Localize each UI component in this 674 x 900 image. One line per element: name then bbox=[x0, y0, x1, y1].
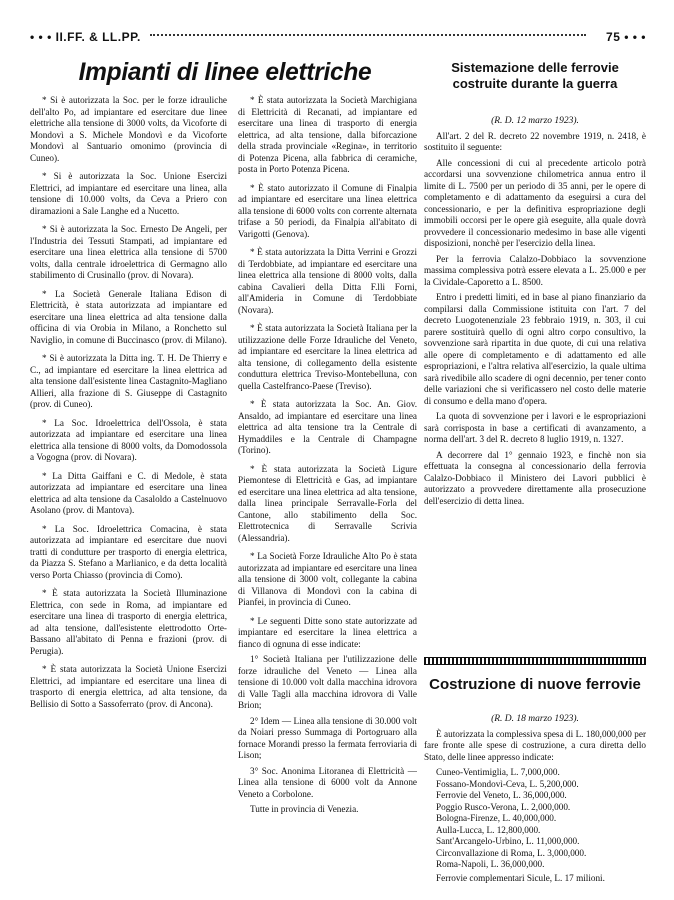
paragraph: * È stata autorizzata la Società Ligure Piemontese di Elettricità e Gas, ad impiantare ed esercitare una linea elettrica ad alta tensione, dalla linea principale Serravalle-Forla del Cantone, allo stabilimento della Soc. Elettrotecnica di Serravalle Scrivia (Alessandria). bbox=[238, 463, 417, 543]
paragraph: 1° Società Italiana per l'utilizzazione delle forze idrauliche del Veneto — Linea alla tensione di 10.000 volt dalla macchina idrovora di Valle Tagli alla macchina idrovora di Valle Brion; bbox=[238, 654, 417, 710]
paragraph: È autorizzata la complessiva spesa di L. 180,000,000 per fare fronte alle spese di costruzione, a cura diretta dello Stato, delle linee appresso indicate: bbox=[424, 728, 646, 762]
list-item: Bologna-Firenze, L. 40,000,000. bbox=[436, 813, 557, 823]
paragraph: * È stata autorizzata la Società Unione Esercizi Elettrici, ad impiantare ed esercitare una linea di trasporto di energia elettrica, ad alta tensione, da Bellisio di Sotto a Sassoferrato (prov. di Ancona). bbox=[30, 664, 227, 709]
column-2 bbox=[238, 95, 417, 820]
list-item: Ferrovie del Veneto, L. 36,000,000. bbox=[436, 790, 567, 800]
header-journal: • • • II.FF. & LL.PP. bbox=[30, 30, 141, 44]
list-item: Sant'Arcangelo-Urbino, L. 11,000,000. bbox=[436, 836, 580, 846]
column-1 bbox=[30, 95, 227, 714]
paragraph: * Si è autorizzata la Soc. per le forze idrauliche dell'alto Po, ad impiantare ed esercitare due linee elettriche alla tensione di 3000 volts, da Vicoforte di Mondovì a S. Michele Mondovì e da Vicoforte Mondovì al Santuario omonimo (provincia di Cuneo). bbox=[30, 95, 227, 163]
paragraph: * La Soc. Idroelettrica Comacina, è stata autorizzata ad impiantare ed esercitare due nuovi tratti di condutture per trasporto di energia elettrica, da Piazza S. Stefano a Marlianico, e da detta località verso Porta Chiasso (provincia di Como). bbox=[30, 523, 227, 580]
paragraph: * È stata autorizzata la Soc. An. Giov. Ansaldo, ad impiantare ed esercitare una linea elettrica ad alta tensione tra la Centrale di Hymaddiles e la Centrale di Champagne (Torino). bbox=[238, 399, 417, 455]
paragraph: * La Società Generale Italiana Edison di Elettricità, è stata autorizzata ad impiantare ed esercitare una linea elettrica ad alta tensione dalla officina di via Orobia in Milano, a Ronchetto sul Naviglio, in comune di Buccinasco (prov. di Milano). bbox=[30, 288, 227, 345]
paragraph: * La Soc. Idroelettrica dell'Ossola, è stata autorizzata ad impiantare ed esercitare una linea elettrica alla tensione di 8000 volts, da Domodossola a Vogogna (prov. di Novara). bbox=[30, 417, 227, 462]
article-title-sistemazione: Sistemazione delle ferrovie costruite durante la guerra bbox=[451, 60, 619, 91]
paragraph: Ferrovie complementari Sicule, L. 17 milioni. bbox=[436, 872, 605, 883]
paragraph: * La Ditta Gaiffani e C. di Medole, è stata autorizzata ad impiantare ed esercitare una linea elettrica ad alta tensione da Casaloldo a Castelnuovo Asolano (prov. di Mantova). bbox=[30, 470, 227, 515]
article-title-impianti: Impianti di linee elettriche bbox=[78, 58, 372, 86]
section-divider bbox=[424, 657, 646, 665]
paragraph: * È stata autorizzata la Società Marchigiana di Elettricità di Recanati, ad impiantare ed esercitare una linea di trasporto di energia elettrica, ad alta tensione, dalla biforcazione della strada provinciale «Regina», in territorio di Potenza Picena, alla fabbrica di ceramiche, posta in Porto Potenza Picena. bbox=[238, 95, 417, 174]
list-item: Circonvallazione di Roma, L. 3,000,000. bbox=[436, 847, 587, 858]
paragraph: Per la ferrovia Calalzo-Dobbiaco la sovvenzione massima complessiva potrà essere elevata a L. 25.000 e per la Cividale-Caporetto a L. 8500. bbox=[424, 253, 646, 287]
list-item: Cuneo-Ventimiglia, L. 7,000,000. bbox=[436, 767, 560, 777]
paragraph: 2° Idem — Linea alla tensione di 30.000 volt da Noiari presso Summaga di Portogruaro alla fornace Morandi presso la fermata ferroviaria di Lison; bbox=[238, 715, 417, 760]
paragraph: A decorrere dal 1° gennaio 1923, e finchè non sia effettuata la consegna al concessionario della ferrovia Calalzo-Dobbiaco il Ministero dei Lavori pubblici è autorizzato a provvedere direttamente alla prosecuzione dell'esercizio di detta linea. bbox=[424, 449, 646, 506]
paragraph: Entro i predetti limiti, ed in base al piano finanziario da compilarsi dalla Commissione istituita con l'art. 7 del decreto Luogotenenziale 23 febbraio 1919, n. 303, il cui parere sostituirà quello di ogni altro corpo consultivo, la sovvenzione sarà ripartita in due quote, di cui una relativa alle opere di completamento e di adattamento ed alle espropriazioni, e l'altra relativa all'esercizio, la quale ultima sarà rivedibile allo scadere di ogni decennio, per tener conto delle variazioni che si verificassero nel costo delle materie di consumo e della mano d'opera. bbox=[424, 292, 646, 406]
column-3-lower bbox=[424, 712, 646, 888]
paragraph: * Si è autorizzata la Soc. Unione Esercizi Elettrici, ad impiantare ed esercitare una linea, alla tensione di 10.000 volts, da Ceva a Priero con diramazioni a Sale Langhe ed a Nucetto. bbox=[30, 171, 227, 216]
paragraph: * È stato autorizzato il Comune di Finalpia ad impiantare ed esercitare una linea elettrica alla tensione di 6000 volts con corrente alternata trifase a 50 periodi, da Finalpia all'abitato di Varigotti (Genova). bbox=[238, 182, 417, 239]
paragraph: Alle concessioni di cui al precedente articolo potrà accordarsi una sovvenzione chilometrica annua entro il limite di L. 7500 per un periodo di 35 anni, per le opere di completamento e di adattamento da eseguirsi a cura del concessionario, e per la definitiva espropriazione degli immobili occorsi per le opere già eseguite, alla quale dovrà provvedere il concessionario medesimo in base alle vigenti disposizioni, nonchè per l'esercizio della linea. bbox=[424, 157, 646, 248]
page-number: 75 • • • bbox=[606, 30, 646, 44]
list-item: Poggio Rusco-Verona, L. 2,000,000. bbox=[436, 801, 571, 812]
article-title-costruzione: Costruzione di nuove ferrovie bbox=[429, 676, 641, 693]
paragraph: La quota di sovvenzione per i lavori e le espropriazioni sarà corrisposta in base a certificati di avanzamento, a norma dell'art. 3 del R. decreto 8 luglio 1919, n. 1327. bbox=[424, 411, 646, 444]
paragraph: * Si è autorizzata la Soc. Ernesto De Angeli, per l'Industria dei Tessuti Stampati, ad impiantare ed esercitare una linea elettrica alla tensione di 5700 volts, dalla centrale idroelettrica di Germagno allo stabilimento di Crusinallo (prov. di Novara). bbox=[30, 224, 227, 280]
paragraph: * Si è autorizzata la Ditta ing. T. H. De Thierry e C., ad impiantare ed esercitare la linea elettrica ad alta tensione dall'esistente linea Castagnito-Magliano Allieri, alla frazione di S. Giuseppe di Castagnito (prov. di Cuneo). bbox=[30, 353, 227, 409]
list-item: Roma-Napoli, L. 36,000,000. bbox=[436, 859, 545, 869]
column-3 bbox=[424, 114, 646, 511]
list-item: Fossano-Mondovì-Ceva, L. 5,200,000. bbox=[436, 778, 579, 789]
paragraph: * È stata autorizzata la Ditta Verrini e Grozzi di Terdobbiate, ad impiantare ed esercitare una linea elettrica alla tensione di 8000 volts, dalla cabina Cavalieri della Ditta F.lli Forni, all'Amideria in Comune di Terdobbiate (Novara). bbox=[238, 247, 417, 315]
paragraph: Tutte in provincia di Venezia. bbox=[250, 804, 359, 814]
decree-date: (R. D. 18 marzo 1923). bbox=[491, 714, 579, 724]
paragraph: * È stata autorizzata la Società Italiana per la utilizzazione delle Forze Idrauliche del Veneto, ad impiantare ed esercitare la linea elettrica ad alta tensione, di collegamento della esistente conduttura elettrica Treviso-Montebelluna, con quella Castelfranco-Paese (Treviso). bbox=[238, 323, 417, 391]
paragraph: * Le seguenti Ditte sono state autorizzate ad impiantare ed esercitare la linea elettrica a fianco di ognuna di esse indicate: bbox=[238, 615, 417, 649]
list-item: Aulla-Lucca, L. 12,800,000. bbox=[436, 824, 541, 835]
header-rule bbox=[150, 34, 586, 36]
railway-list bbox=[436, 767, 646, 871]
paragraph: All'art. 2 del R. decreto 22 novembre 1919, n. 2418, è sostituito il seguente: bbox=[424, 130, 646, 152]
decree-date: (R. D. 12 marzo 1923). bbox=[491, 116, 579, 126]
paragraph: 3° Soc. Anonima Litoranea di Elettricità — Linea alla tensione di 6000 volt da Annone Veneto a Corbolone. bbox=[238, 765, 417, 799]
paragraph: * È stata autorizzata la Società Illuminazione Elettrica, con sede in Roma, ad impiantare ed esercitare una linea di trasporto di energia elettrica, ad alta tensione, dall'esistente elettrodotto Orte-Bassano all'abitato di Penna e frazioni (prov. di Perugia). bbox=[30, 588, 227, 656]
running-header bbox=[30, 30, 646, 48]
paragraph: * La Società Forze Idrauliche Alto Po è stata autorizzata ad impiantare ed esercitare una linea alla tensione di 3000 volt, collegante la cabina di Villanova di Mondovì con la cabina di Pianfei, in provincia di Cuneo. bbox=[238, 551, 417, 607]
